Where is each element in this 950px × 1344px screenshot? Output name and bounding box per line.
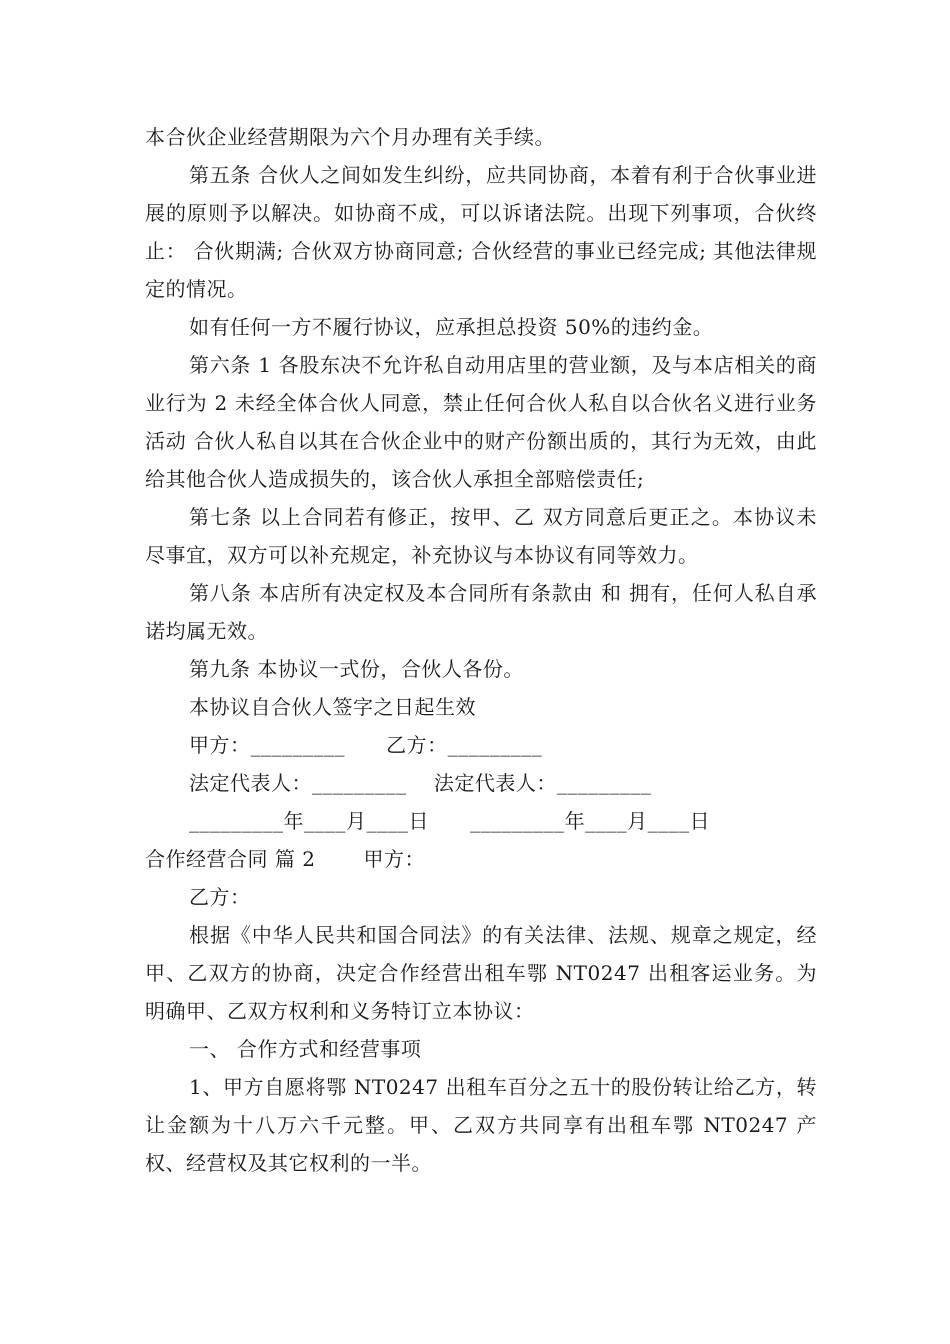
section-heading-contract-2: 合作经营合同 篇 2 甲方：: [145, 847, 425, 871]
paragraph-article-6: 第六条 1 各股东决不允许私自动用店里的营业额，及与本店相关的商业行为 2 未经全体合伙人同意，禁止任何合伙人私自以合伙名义进行业务活动 合伙人私自以其在合伙企业中的财产份额出质的，其行为无效，由此给其他合伙人造成损失的，该合伙人承担全部赔偿责任;: [145, 353, 817, 491]
paragraph-effective: 本协议自合伙人签字之日起生效: [189, 695, 476, 719]
signature-line-dates: _________年____月____日 _________年____月____日: [189, 809, 711, 833]
paragraph-party-b: 乙方：: [189, 885, 251, 909]
paragraph-section-heading-1: 一、 合作方式和经营事项: [189, 1037, 422, 1061]
paragraph-clause-1: 1、甲方自愿将鄂 NT0247 出租车百分之五十的股份转让给乙方，转让金额为十八万六千元整。甲、乙双方共同享有出租车鄂 NT0247 产权、经营权及其它权利的一半。: [145, 1075, 817, 1175]
paragraph-term-duration: 本合伙企业经营期限为六个月办理有关手续。: [145, 125, 555, 149]
paragraph-breach-penalty: 如有任何一方不履行协议，应承担总投资 50%的违约金。: [189, 315, 714, 339]
signature-line-parties: 甲方：_________ 乙方：_________: [189, 733, 543, 757]
paragraph-article-8: 第八条 本店所有决定权及本合同所有条款由 和 拥有，任何人私自承诺均属无效。: [145, 581, 817, 643]
paragraph-preamble: 根据《中华人民共和国合同法》的有关法律、法规、规章之规定，经甲、乙双方的协商，决定合作经营出租车鄂 NT0247 出租客运业务。为明确甲、乙双方权利和义务特订立本协议：: [145, 923, 817, 1023]
document-body: [145, 118, 817, 1182]
paragraph-article-9: 第九条 本协议一式份，合伙人各份。: [189, 657, 524, 681]
paragraph-article-5: 第五条 合伙人之间如发生纠纷，应共同协商，本着有利于合伙事业进展的原则予以解决。如协商不成，可以诉诸法院。出现下列事项，合伙终止： 合伙期满; 合伙双方协商同意; 合伙经营的事业已经完成; 其他法律规定的情况。: [145, 163, 817, 301]
signature-line-representatives: 法定代表人：_________ 法定代表人：_________: [189, 771, 652, 795]
paragraph-article-7: 第七条 以上合同若有修正，按甲、乙 双方同意后更正之。本协议未尽事宜，双方可以补充规定，补充协议与本协议有同等效力。: [145, 505, 817, 567]
